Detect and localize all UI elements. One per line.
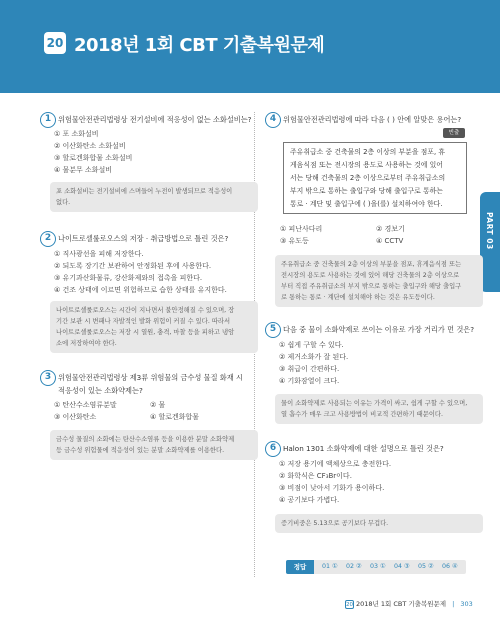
option: ③ 유기과산화물류, 강산화제와의 접촉을 피한다. <box>54 274 203 282</box>
explanation-line: 금수성 물질의 소화에는 탄산수소염류 등을 이용한 분말 소화약제 <box>56 436 235 443</box>
option: ① 포 소화설비 <box>54 130 99 138</box>
question-number: 3 <box>40 370 56 386</box>
option: ① 탄산수소염류분말 <box>54 401 117 409</box>
option: ① 피난사다리 <box>280 225 323 233</box>
explanation-line: 기간 보관 시 변패나 자발적인 발화 위험이 커질 수 있다. 따라서 <box>56 318 231 325</box>
question-text: 위험물안전관리법령상 전기설비에 적응성이 없는 소화설비는? <box>58 115 252 124</box>
page-number: 303 <box>460 600 473 608</box>
option: ④ CCTV <box>376 237 404 245</box>
question-text <box>58 371 258 397</box>
option: ③ 유도등 <box>280 237 309 245</box>
options-grid <box>280 223 480 247</box>
explanation-line: 전시장의 용도로 사용하는 것에 있어 해당 건축물의 2층 이상으로 <box>281 272 460 279</box>
option: ④ 물분무 소화설비 <box>54 166 113 174</box>
option: ② 이산화탄소 소화설비 <box>54 142 126 150</box>
question-text: Halon 1301 소화약제에 대한 설명으로 틀린 것은? <box>283 444 444 453</box>
option: ① 쉽게 구할 수 있다. <box>279 341 344 349</box>
explanation-line: 나이트로셀룰로오스는 시간이 지나면서 불안정해질 수 있으며, 장 <box>56 307 235 314</box>
explanation-line: 소에 저장하여야 한다. <box>56 340 117 347</box>
option: ② 경보기 <box>376 225 405 233</box>
answer-item: 01 ① <box>322 563 338 570</box>
option: ② 되도록 장기간 보관하여 안정화된 후에 사용한다. <box>54 262 212 270</box>
options-list <box>279 458 391 506</box>
answer-item: 05 ② <box>418 563 434 570</box>
options-list <box>54 248 227 296</box>
options-list <box>279 339 348 387</box>
question-text-line: 적응성이 있는 소화약제는? <box>58 386 143 395</box>
option: ① 직사광선을 피해 저장한다. <box>54 250 144 258</box>
explanation-line: 없다. <box>56 199 71 206</box>
question-number: 1 <box>40 112 56 128</box>
option: ② 물 <box>150 401 166 409</box>
option: ③ 비점이 낮아서 기화가 용이하다. <box>279 484 385 492</box>
question-text: 나이트로셀룰로오스의 저장 · 취급방법으로 틀린 것은? <box>58 234 229 243</box>
explanation-line: 포 소화설비는 전기설비에 스며들어 누전이 발생되므로 적응성이 <box>56 188 233 195</box>
options-grid <box>54 399 254 423</box>
question-text-line: 위험물안전관리법령상 제3류 위험물의 금수성 물질 화재 시 <box>58 373 243 382</box>
option: ① 저장 용기에 액체상으로 충전한다. <box>279 460 392 468</box>
explanation-box <box>275 514 483 533</box>
answer-item: 03 ① <box>370 563 386 570</box>
option: ③ 취급이 간편하다. <box>279 365 340 373</box>
option: ② 제거소화가 잘 된다. <box>279 353 349 361</box>
passage-line: 주유취급소 중 건축물의 2층 이상의 부분을 점포, 휴 <box>290 148 446 156</box>
answer-key-label: 정답 <box>286 560 314 574</box>
explanation-box <box>50 182 258 212</box>
options-list <box>54 128 132 176</box>
explanation-line: 부터 직접 주유취급소의 부지 밖으로 통하는 출입구와 해당 출입구 <box>281 283 462 290</box>
answer-item: 02 ② <box>346 563 362 570</box>
explanation-line: 로 통하는 통로 · 계단에 설치해야 하는 것은 유도등이다. <box>281 294 435 301</box>
chapter-badge: 20 <box>44 32 66 54</box>
question-number: 2 <box>40 231 56 247</box>
answer-item: 06 ④ <box>442 563 458 570</box>
explanation-box <box>275 394 483 424</box>
question-number: 6 <box>265 441 281 457</box>
question-number: 4 <box>265 112 281 128</box>
question-number: 5 <box>265 322 281 338</box>
page-header <box>0 0 500 93</box>
question-text: 다음 중 물이 소화약제로 쓰이는 이유로 가장 거리가 먼 것은? <box>283 325 475 334</box>
explanation-line: 나이트로셀룰로오스는 저장 시 열원, 충격, 마찰 등을 피하고 냉암 <box>56 329 235 336</box>
option: ③ 할로겐화합물 소화설비 <box>54 154 133 162</box>
part-tab <box>480 192 500 292</box>
explanation-box <box>50 301 258 353</box>
page-title: 2018년 1회 CBT 기출복원문제 <box>74 35 325 56</box>
explanation-line: 등 금수성 위험물에 적응성이 있는 분말 소화약제를 이용한다. <box>56 447 225 454</box>
question-passage-box <box>283 142 467 214</box>
option: ② 화학식은 CF₃Br이다. <box>279 472 352 480</box>
passage-line: 게음식점 또는 전시장의 용도로 사용하는 것에 있어 <box>290 161 443 169</box>
explanation-line: 증기비중은 5.13으로 공기보다 무겁다. <box>281 520 389 527</box>
explanation-line: 물이 소화약제로 사용되는 이유는 가격이 싸고, 쉽게 구할 수 있으며, <box>281 400 468 407</box>
answer-key-bar <box>286 560 466 574</box>
option: ④ 할로겐화합물 <box>150 413 200 421</box>
explanation-box <box>50 430 258 460</box>
option: ③ 이산화탄소 <box>54 413 97 421</box>
passage-line: 부지 밖으로 통하는 출입구와 당해 출입구로 통하는 <box>290 187 443 195</box>
option: ④ 공기보다 가볍다. <box>279 496 340 504</box>
page-footer: 20 2018년 1회 CBT 기출복원문제 | 303 <box>346 600 473 608</box>
passage-line: 통로 · 계단 및 출입구에 ( )을(를) 설치하여야 한다. <box>290 200 443 208</box>
explanation-line: 주유취급소 중 건축물의 2층 이상의 부분을 점포, 휴게음식점 또는 <box>281 261 462 268</box>
option: ④ 기화잠열이 크다. <box>279 377 340 385</box>
frequent-tag: 빈출 <box>443 128 465 138</box>
footer-badge: 20 <box>346 601 353 608</box>
explanation-line: 열 흡수가 매우 크고 사용방법이 비교적 간편하기 때문이다. <box>281 411 443 418</box>
option: ④ 건조 상태에 이르면 위험하므로 습한 상태를 유지한다. <box>54 286 227 294</box>
answer-item: 04 ③ <box>394 563 410 570</box>
explanation-box <box>275 255 483 307</box>
footer-title: 2018년 1회 CBT 기출복원문제 <box>356 600 447 608</box>
part-tab-label: PART 03 <box>485 212 494 250</box>
question-text: 위험물안전관리법령에 따라 다음 ( ) 안에 알맞은 용어는? <box>283 115 462 124</box>
passage-line: 서는 당해 건축물의 2층 이상으로부터 주유취급소의 <box>290 174 446 182</box>
